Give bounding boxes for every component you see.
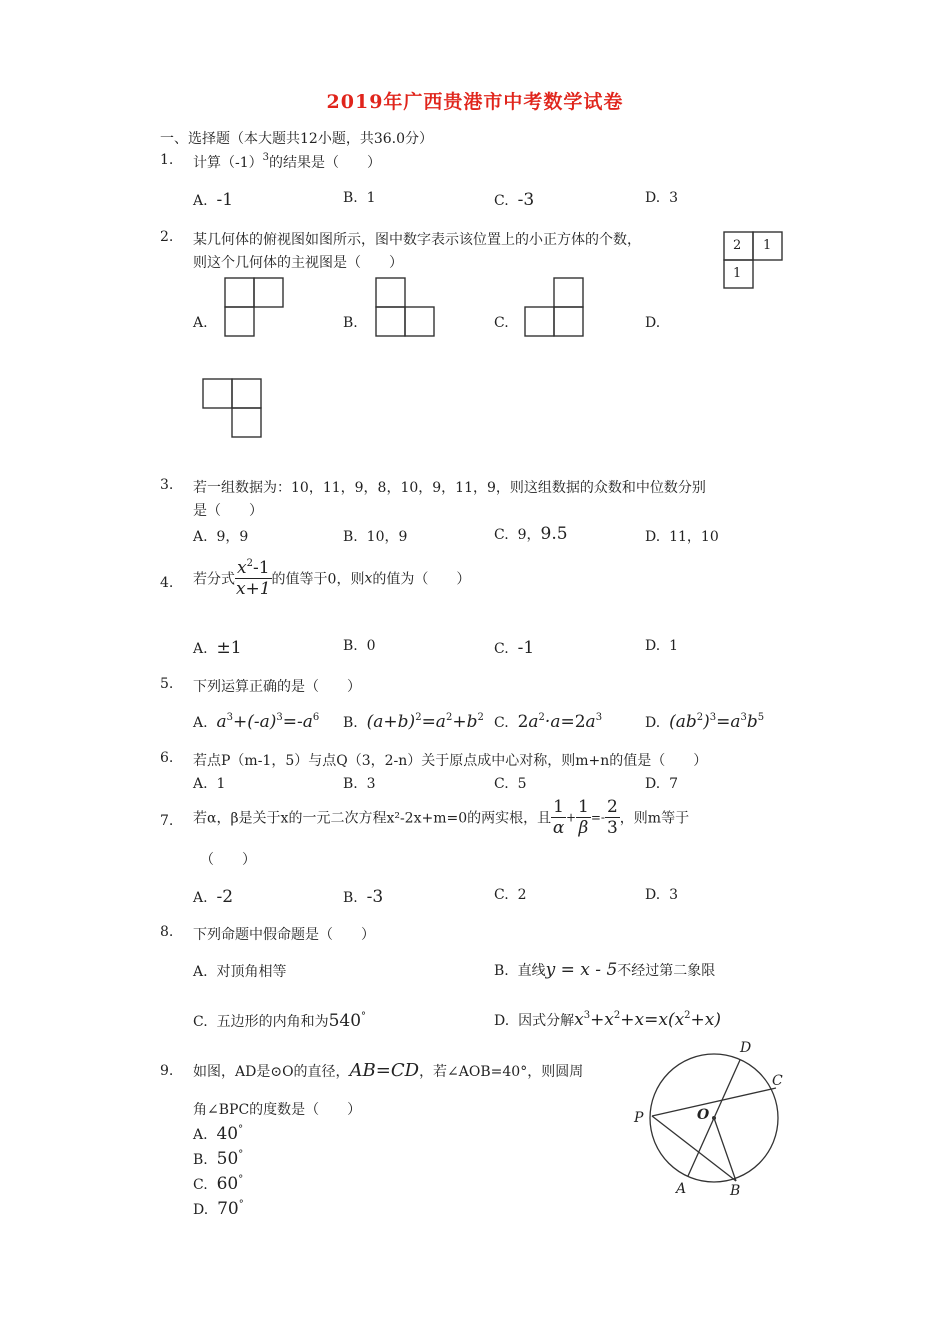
fraction: $\frac{x^2-1}{x+1}$ (235, 558, 271, 599)
option-b: B. -3 (343, 887, 384, 907)
option-a: A. -1 (193, 190, 234, 210)
option-d: D. 3 (645, 190, 679, 206)
point-label-b: B (730, 1183, 741, 1199)
option-a-figure (224, 277, 286, 339)
option-d: D. 1 (645, 638, 679, 654)
option-c: C. 2 (494, 887, 527, 903)
option-a: A. (193, 315, 208, 331)
option-a: A. 对顶角相等 (193, 964, 287, 980)
option-b: B. 1 (343, 190, 376, 206)
option-a: A. 40° (193, 1124, 244, 1144)
option-d: D. $(ab^2)^3=a^3b^5$ (645, 712, 765, 732)
option-d: D. 11，10 (645, 529, 719, 545)
option-c: C. 五边形的内角和为540° (193, 1011, 367, 1031)
option-a: A. 1 (193, 776, 226, 792)
page-title: 2019年广西贵港市中考数学试卷 (326, 91, 624, 113)
option-a: A. -2 (193, 887, 234, 907)
option-c: C. 60° (193, 1174, 244, 1194)
point-label-o: O (697, 1107, 710, 1123)
option-c: C. 5 (494, 776, 527, 792)
point-label-p: P (634, 1110, 644, 1126)
option-b: B. 10，9 (343, 529, 408, 545)
option-b: B. 直线y = x - 5不经过第二象限 (494, 960, 716, 980)
option-b: B. 3 (343, 776, 376, 792)
circle-figure (628, 1038, 798, 1208)
option-c: C. $2a^2\cdot a=2a^3$ (494, 712, 603, 732)
option-d-figure (202, 378, 264, 440)
option-b: B. $(a+b)^2=a^2+b^2$ (343, 712, 484, 732)
option-a: A. $a^3+(-a)^3=-a^6$ (193, 712, 320, 732)
option-b: B. (343, 315, 358, 331)
option-d: D. 70° (193, 1199, 244, 1219)
option-b: B. 50° (193, 1149, 244, 1169)
top-view-figure (723, 231, 783, 291)
grid-number: 1 (733, 266, 742, 281)
option-d: D. 3 (645, 887, 679, 903)
option-d: D. 7 (645, 776, 679, 792)
point-label-d: D (740, 1040, 752, 1056)
option-a: A. 9，9 (193, 529, 249, 545)
option-c: C. -3 (494, 190, 535, 210)
option-a: A. ±1 (193, 638, 242, 658)
point-label-a: A (676, 1181, 687, 1197)
option-d: D. (645, 315, 661, 331)
option-c: C. -1 (494, 638, 535, 658)
option-b: B. 0 (343, 638, 376, 654)
option-c: C. (494, 315, 509, 331)
grid-number: 2 (733, 238, 742, 253)
section-heading: 一、选择题（本大题共12小题，共36.0分） (160, 131, 433, 147)
option-b-figure (375, 277, 437, 339)
option-c: C. 9，9.5 (494, 524, 568, 544)
option-d: D. 因式分解$x^3+x^2+x=x(x^2+x)$ (494, 1010, 722, 1030)
point-label-c: C (772, 1073, 783, 1089)
grid-number: 1 (763, 238, 772, 253)
option-c-figure (524, 277, 586, 339)
